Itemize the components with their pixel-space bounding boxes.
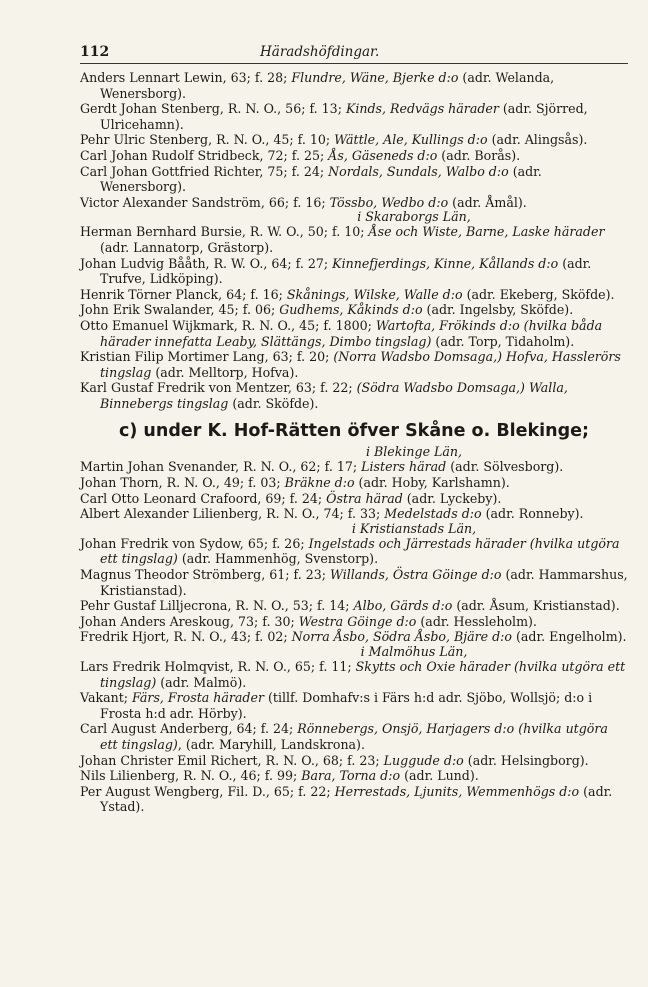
judge-name: Carl Otto Leonard Crafoord, xyxy=(80,490,262,506)
entry-details: 64; f. 16; xyxy=(222,286,287,302)
jurisdiction: Åse och Wiste, Barne, Laske härader xyxy=(368,224,605,240)
judge-name: Fredrik Hjort, xyxy=(80,629,170,645)
judge-name: Otto Emanuel Wijkmark, xyxy=(80,317,238,333)
judge-name: Per August Wengberg, xyxy=(80,783,224,799)
entry-details: 65; f. 26; xyxy=(243,535,309,551)
judge-name: Martin Johan Svenander, xyxy=(80,459,240,475)
entry-address: (adr. Melltorp, Hofva). xyxy=(151,364,299,380)
entry-details: 73; f. 30; xyxy=(234,613,299,629)
entry-address: (adr. Sköfde). xyxy=(228,395,319,411)
judge-entry xyxy=(80,536,628,567)
page-number: 112 xyxy=(80,44,110,60)
judge-entry xyxy=(80,302,628,318)
judge-name: Carl Johan Gottfried Richter, xyxy=(80,163,264,179)
entry-list xyxy=(80,70,628,815)
judge-entry xyxy=(80,598,628,614)
judge-name: Johan Christer Emil Richert, xyxy=(80,752,262,768)
entry-details: R. N. O., 53; f. 14; xyxy=(231,598,354,614)
jurisdiction: Bara, Torna d:o xyxy=(301,768,401,784)
judge-entry xyxy=(80,506,628,522)
entry-address: (adr. Hoby, Karlshamn). xyxy=(354,475,510,491)
jurisdiction: (Norra Wadsbo Domsaga,) Hofva, Hasslerörs tingslag xyxy=(100,349,621,380)
entry-address: (adr. Lund). xyxy=(400,768,479,784)
judge-name: Gerdt Johan Stenberg, xyxy=(80,101,224,117)
entry-details: 63; f. 28; xyxy=(226,70,292,85)
entry-details: R. N. O., 68; f. 23; xyxy=(261,752,384,768)
judge-entry xyxy=(80,318,628,349)
entry-address: (adr. Åsum, Kristianstad). xyxy=(452,598,620,614)
judge-entry xyxy=(80,224,628,255)
judge-name: Anders Lennart Lewin, xyxy=(80,70,227,85)
jurisdiction: Luggude d:o xyxy=(383,752,464,768)
entry-details: 75; f. 24; xyxy=(263,163,329,179)
judge-entry xyxy=(80,148,628,164)
entry-address: (adr. Hammarshus, Kristianstad). xyxy=(100,567,628,598)
judge-entry xyxy=(80,195,628,211)
entry-address: (adr. Engelholm). xyxy=(512,629,627,645)
entry-details: R. N. O., 45; f. 1800; xyxy=(237,317,376,333)
judge-entry xyxy=(80,690,628,721)
entry-address: (adr. Borås). xyxy=(437,147,521,163)
judge-entry xyxy=(80,753,628,769)
jurisdiction: Wartofta, Frökinds d:o (hvilka båda härader innefatta Leaby, Slättängs, Dimbo tingslag) xyxy=(100,317,603,349)
judge-entry xyxy=(80,721,628,752)
entry-address: (adr. Hessleholm). xyxy=(416,613,537,629)
county-heading: i Skaraborgs Län, xyxy=(357,209,471,225)
judge-entry xyxy=(80,70,628,101)
entry-details: 66; f. 16; xyxy=(264,194,330,210)
judge-entry xyxy=(80,475,628,491)
entry-address: , (adr. Maryhill, Landskrona). xyxy=(177,736,365,752)
entry-address: (adr. Alingsås). xyxy=(487,132,588,148)
judge-name: Carl August Anderberg, xyxy=(80,721,233,737)
entry-details: 72; f. 25; xyxy=(263,147,329,163)
entry-details: R. N. O., 45; f. 10; xyxy=(212,132,335,148)
judge-entry xyxy=(80,659,628,690)
entry-address: (tillf. Domhafv:s i Färs h:d adr. Sjöbo, Wollsjö; d:o i Frosta h:d adr. Hörby). xyxy=(100,690,593,721)
entry-details: 45; f. 06; xyxy=(214,302,280,318)
judge-name: Pehr Gustaf Lilljecrona, xyxy=(80,598,232,614)
entry-address: (adr. Ystad). xyxy=(100,783,613,815)
entry-details: 61; f. 23; xyxy=(265,567,330,583)
entry-details: R. N. O., 62; f. 17; xyxy=(239,459,362,475)
judge-name: Magnus Theodor Strömberg, xyxy=(80,567,266,583)
entry-details: 63; f. 22; xyxy=(291,380,357,396)
judge-entry xyxy=(80,459,628,475)
jurisdiction: Wättle, Ale, Kullings d:o xyxy=(334,132,488,148)
judge-name: Carl Johan Rudolf Stridbeck, xyxy=(80,147,264,163)
jurisdiction: (Södra Wadsbo Domsaga,) Walla, Binnebergs tingslag xyxy=(100,380,568,411)
entry-details: Fil. D., 65; f. 22; xyxy=(223,783,335,799)
judge-name: Johan Fredrik von Sydow, xyxy=(80,535,244,551)
entry-details: R. W. O., 50; f. 10; xyxy=(245,224,369,240)
jurisdiction: Westra Göinge d:o xyxy=(298,613,417,629)
entry-address: (adr. Helsingborg). xyxy=(463,752,589,768)
judge-name: Henrik Törner Planck, xyxy=(80,286,223,302)
judge-name: Johan Thorn, xyxy=(80,475,163,491)
judge-entry xyxy=(80,349,628,380)
judge-name: Pehr Ulric Stenberg, xyxy=(80,132,213,148)
entry-details: R. N. O., 65; f. 11; xyxy=(233,659,356,674)
jurisdiction: Östra härad xyxy=(326,490,403,506)
entry-details: R. N. O., 74; f. 33; xyxy=(262,506,385,522)
entry-address: (adr. Welanda, Wenersborg). xyxy=(100,70,555,101)
judge-entry xyxy=(80,768,628,784)
judge-entry xyxy=(80,101,628,132)
judge-entry xyxy=(80,380,628,411)
entry-details: R. N. O., 46; f. 99; xyxy=(179,768,302,784)
jurisdiction: Kinnefjerdings, Kinne, Kållands d:o xyxy=(332,255,559,271)
entry-address: (adr. Lyckeby). xyxy=(402,490,502,506)
entry-address: (adr. Hammenhög, Svenstorp). xyxy=(177,551,379,567)
jurisdiction: Medelstads d:o xyxy=(384,506,482,522)
jurisdiction: Skånings, Wilske, Walle d:o xyxy=(286,286,463,302)
judge-entry xyxy=(80,256,628,287)
judge-name: Johan Ludvig Bååth, xyxy=(80,255,210,271)
entry-details: R. W. O., 64; f. 27; xyxy=(209,255,333,271)
entry-address: (adr. Ingelsby, Sköfde). xyxy=(422,302,574,318)
entry-address: (adr. Malmö). xyxy=(156,674,247,690)
county-heading: i Malmöhus Län, xyxy=(360,644,468,659)
running-title: Häradshöfdingar. xyxy=(260,44,380,60)
jurisdiction: Ingelstads och Järrestads härader (hvilka utgöra ett tingslag) xyxy=(100,535,620,567)
entry-details: R. N. O., 56; f. 13; xyxy=(223,101,346,117)
jurisdiction: Herrestads, Ljunits, Wemmenhögs d:o xyxy=(334,783,580,799)
judge-name: Karl Gustaf Fredrik von Mentzer, xyxy=(80,380,292,396)
judge-name: John Erik Swalander, xyxy=(80,302,215,318)
county-heading: i Blekinge Län, xyxy=(365,444,463,460)
judge-entry xyxy=(80,629,628,645)
judge-entry xyxy=(80,287,628,303)
entry-address: (adr. Sjörred, Ulricehamn). xyxy=(100,101,588,132)
judge-name: Johan Anders Areskoug, xyxy=(80,613,234,629)
entry-details: 63; f. 20; xyxy=(268,349,334,365)
entry-address: (adr. Åmål). xyxy=(448,194,527,210)
jurisdiction: Rönnebergs, Onsjö, Harjagers d:o (hvilka utgöra ett tingslag) xyxy=(100,721,608,752)
judge-entry xyxy=(80,784,628,815)
judge-name: Kristian Filip Mortimer Lang, xyxy=(80,349,269,365)
judge-entry xyxy=(80,614,628,630)
judge-entry xyxy=(80,132,628,148)
judge-name: Albert Alexander Lilienberg, xyxy=(80,506,263,522)
jurisdiction: Nordals, Sundals, Walbo d:o xyxy=(328,163,509,179)
entry-address: (adr. Trufve, Lidköping). xyxy=(100,255,592,287)
entry-details: 69; f. 24; xyxy=(261,490,327,506)
entry-details: 64; f. 24; xyxy=(232,721,298,737)
jurisdiction: Albo, Gärds d:o xyxy=(353,598,453,614)
jurisdiction: Listers härad xyxy=(361,459,447,475)
entry-address: (adr. Ekeberg, Sköfde). xyxy=(462,286,615,302)
judge-name: Herman Bernhard Bursie, xyxy=(80,224,246,240)
jurisdiction: Kinds, Redvägs härader xyxy=(345,101,499,117)
jurisdiction: Skytts och Oxie härader (hvilka utgöra ett tingslag) xyxy=(100,659,626,690)
judge-name: Lars Fredrik Holmqvist, xyxy=(80,659,234,674)
section-heading: c) under K. Hof-Rätten öfver Skåne o. Blekinge; xyxy=(118,421,590,442)
entry-address: (adr. Wenersborg). xyxy=(100,163,542,195)
judge-name: Victor Alexander Sandström, xyxy=(80,194,265,210)
judge-name: Nils Lilienberg, xyxy=(80,768,180,784)
judge-entry xyxy=(80,491,628,507)
entry-address: (adr. Lannatorp, Grästorp). xyxy=(100,239,274,255)
jurisdiction: Bräkne d:o xyxy=(284,475,355,491)
judge-entry xyxy=(80,164,628,195)
judge-name: Vakant; xyxy=(80,690,129,706)
jurisdiction: Ås, Gäseneds d:o xyxy=(328,147,438,163)
judge-entry xyxy=(80,567,628,598)
entry-details: R. N. O., 49; f. 03; xyxy=(162,475,285,491)
jurisdiction: Willands, Östra Göinge d:o xyxy=(329,567,502,583)
jurisdiction: Flundre, Wäne, Bjerke d:o xyxy=(291,70,459,85)
county-heading: i Kristianstads Län, xyxy=(351,520,477,536)
jurisdiction: Norra Åsbo, Södra Åsbo, Bjäre d:o xyxy=(291,629,512,645)
entry-address: (adr. Torp, Tidaholm). xyxy=(431,333,575,349)
jurisdiction: Gudhems, Kåkinds d:o xyxy=(279,302,423,318)
entry-details: R. N. O., 43; f. 02; xyxy=(169,629,292,645)
entry-address: (adr. Sölvesborg). xyxy=(446,459,564,475)
jurisdiction: Färs, Frosta härader xyxy=(132,690,264,706)
entry-address: (adr. Ronneby). xyxy=(481,506,584,522)
page-header xyxy=(80,44,628,64)
jurisdiction: Tössbo, Wedbo d:o xyxy=(329,194,449,210)
